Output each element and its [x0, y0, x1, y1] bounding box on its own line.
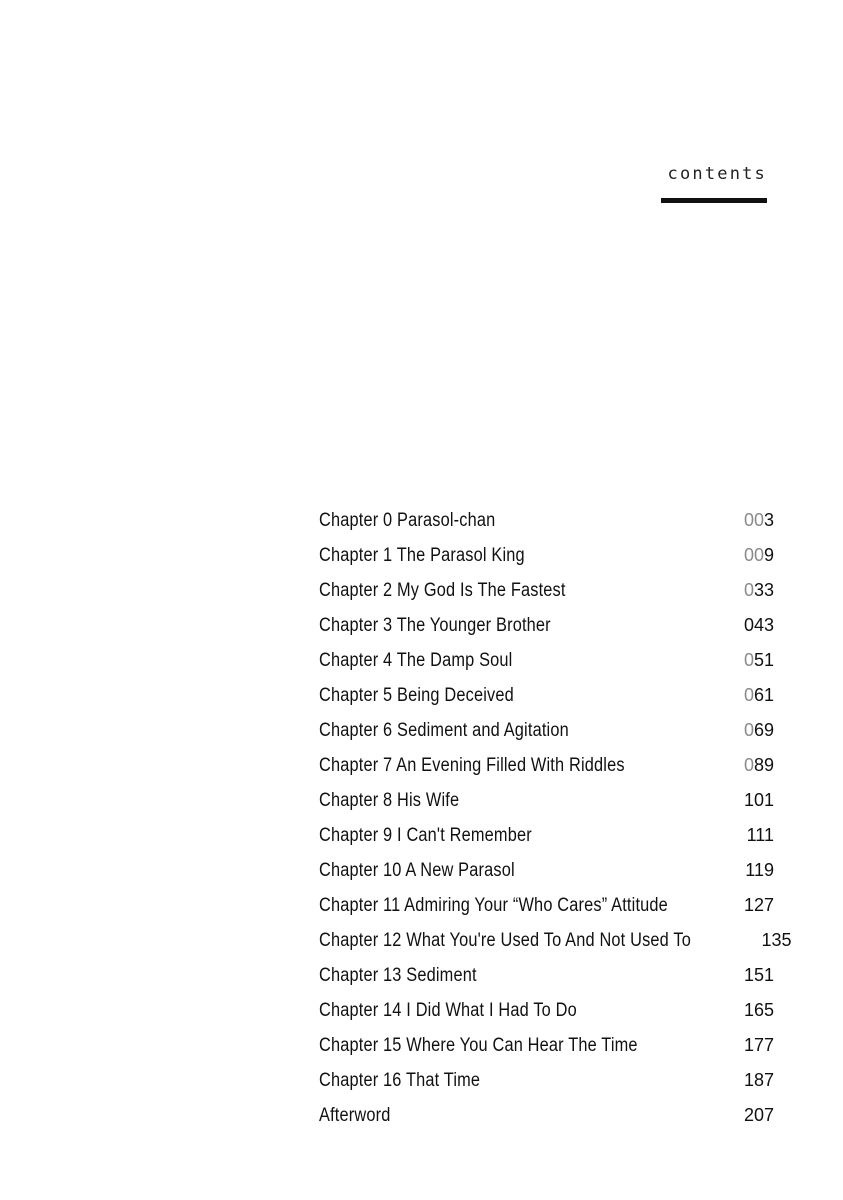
toc-entry-page: 135: [761, 930, 792, 950]
toc-entry[interactable]: [319, 923, 792, 958]
toc-entry-title: Chapter 16 That Time: [319, 1069, 481, 1091]
toc-entry-page: 069: [743, 720, 774, 740]
toc-entry[interactable]: [319, 1028, 774, 1063]
toc-entry-page: 207: [743, 1105, 774, 1125]
toc-entry[interactable]: [319, 1063, 774, 1098]
contents-header: [661, 160, 767, 203]
toc-entry-title: Chapter 3 The Younger Brother: [319, 614, 551, 636]
toc-entry-title: Chapter 14 I Did What I Had To Do: [319, 999, 577, 1021]
toc-entry-page: 033: [743, 580, 774, 600]
toc-entry-page: 177: [743, 1035, 774, 1055]
toc-entry-page: 089: [743, 755, 774, 775]
toc-entry-title: Chapter 5 Being Deceived: [319, 684, 514, 706]
toc-entry[interactable]: [319, 678, 774, 713]
toc-entry-title: Chapter 12 What You're Used To And Not Used To: [319, 929, 691, 951]
toc-entry-page: 043: [743, 615, 774, 635]
toc-entry-page: 061: [743, 685, 774, 705]
toc-entry-afterword[interactable]: [319, 1098, 774, 1133]
toc-entry[interactable]: [319, 538, 774, 573]
toc-entry-title: Chapter 10 A New Parasol: [319, 859, 515, 881]
toc-entry-page: 051: [743, 650, 774, 670]
toc-entry-title: Chapter 15 Where You Can Hear The Time: [319, 1034, 638, 1056]
toc-entry[interactable]: [319, 958, 774, 993]
toc-entry-title: Chapter 2 My God Is The Fastest: [319, 579, 566, 601]
table-of-contents: [319, 503, 792, 1133]
toc-entry[interactable]: [319, 643, 774, 678]
toc-entry[interactable]: [319, 783, 774, 818]
toc-entry-title: Chapter 13 Sediment: [319, 964, 477, 986]
toc-entry-page: 187: [743, 1070, 774, 1090]
toc-entry-page: 101: [743, 790, 774, 810]
toc-entry-title: Chapter 0 Parasol-chan: [319, 509, 496, 531]
toc-entry[interactable]: [319, 748, 774, 783]
toc-entry-page: 003: [743, 510, 774, 530]
toc-entry-page: 151: [743, 965, 774, 985]
toc-entry[interactable]: [319, 818, 774, 853]
toc-entry-title: Afterword: [319, 1104, 391, 1126]
toc-entry[interactable]: [319, 503, 774, 538]
toc-entry-page: 111: [746, 825, 774, 845]
toc-entry-title: Chapter 9 I Can't Remember: [319, 824, 532, 846]
toc-entry-page: 127: [743, 895, 774, 915]
page-title: contents: [667, 164, 767, 184]
toc-entry-title: Chapter 4 The Damp Soul: [319, 649, 513, 671]
toc-entry[interactable]: [319, 853, 774, 888]
toc-entry-title: Chapter 11 Admiring Your “Who Cares” Attitude: [319, 894, 668, 916]
toc-entry-page: 119: [745, 860, 774, 880]
toc-entry-title: Chapter 8 His Wife: [319, 789, 460, 811]
toc-entry-page: 009: [743, 545, 774, 565]
toc-entry[interactable]: [319, 713, 774, 748]
toc-entry-title: Chapter 7 An Evening Filled With Riddles: [319, 754, 625, 776]
toc-entry[interactable]: [319, 573, 774, 608]
toc-entry[interactable]: [319, 608, 774, 643]
toc-entry-title: Chapter 1 The Parasol King: [319, 544, 525, 566]
toc-entry[interactable]: [319, 888, 774, 923]
title-underline: [661, 198, 767, 203]
toc-entry-page: 165: [743, 1000, 774, 1020]
toc-entry-title: Chapter 6 Sediment and Agitation: [319, 719, 569, 741]
toc-entry[interactable]: [319, 993, 774, 1028]
